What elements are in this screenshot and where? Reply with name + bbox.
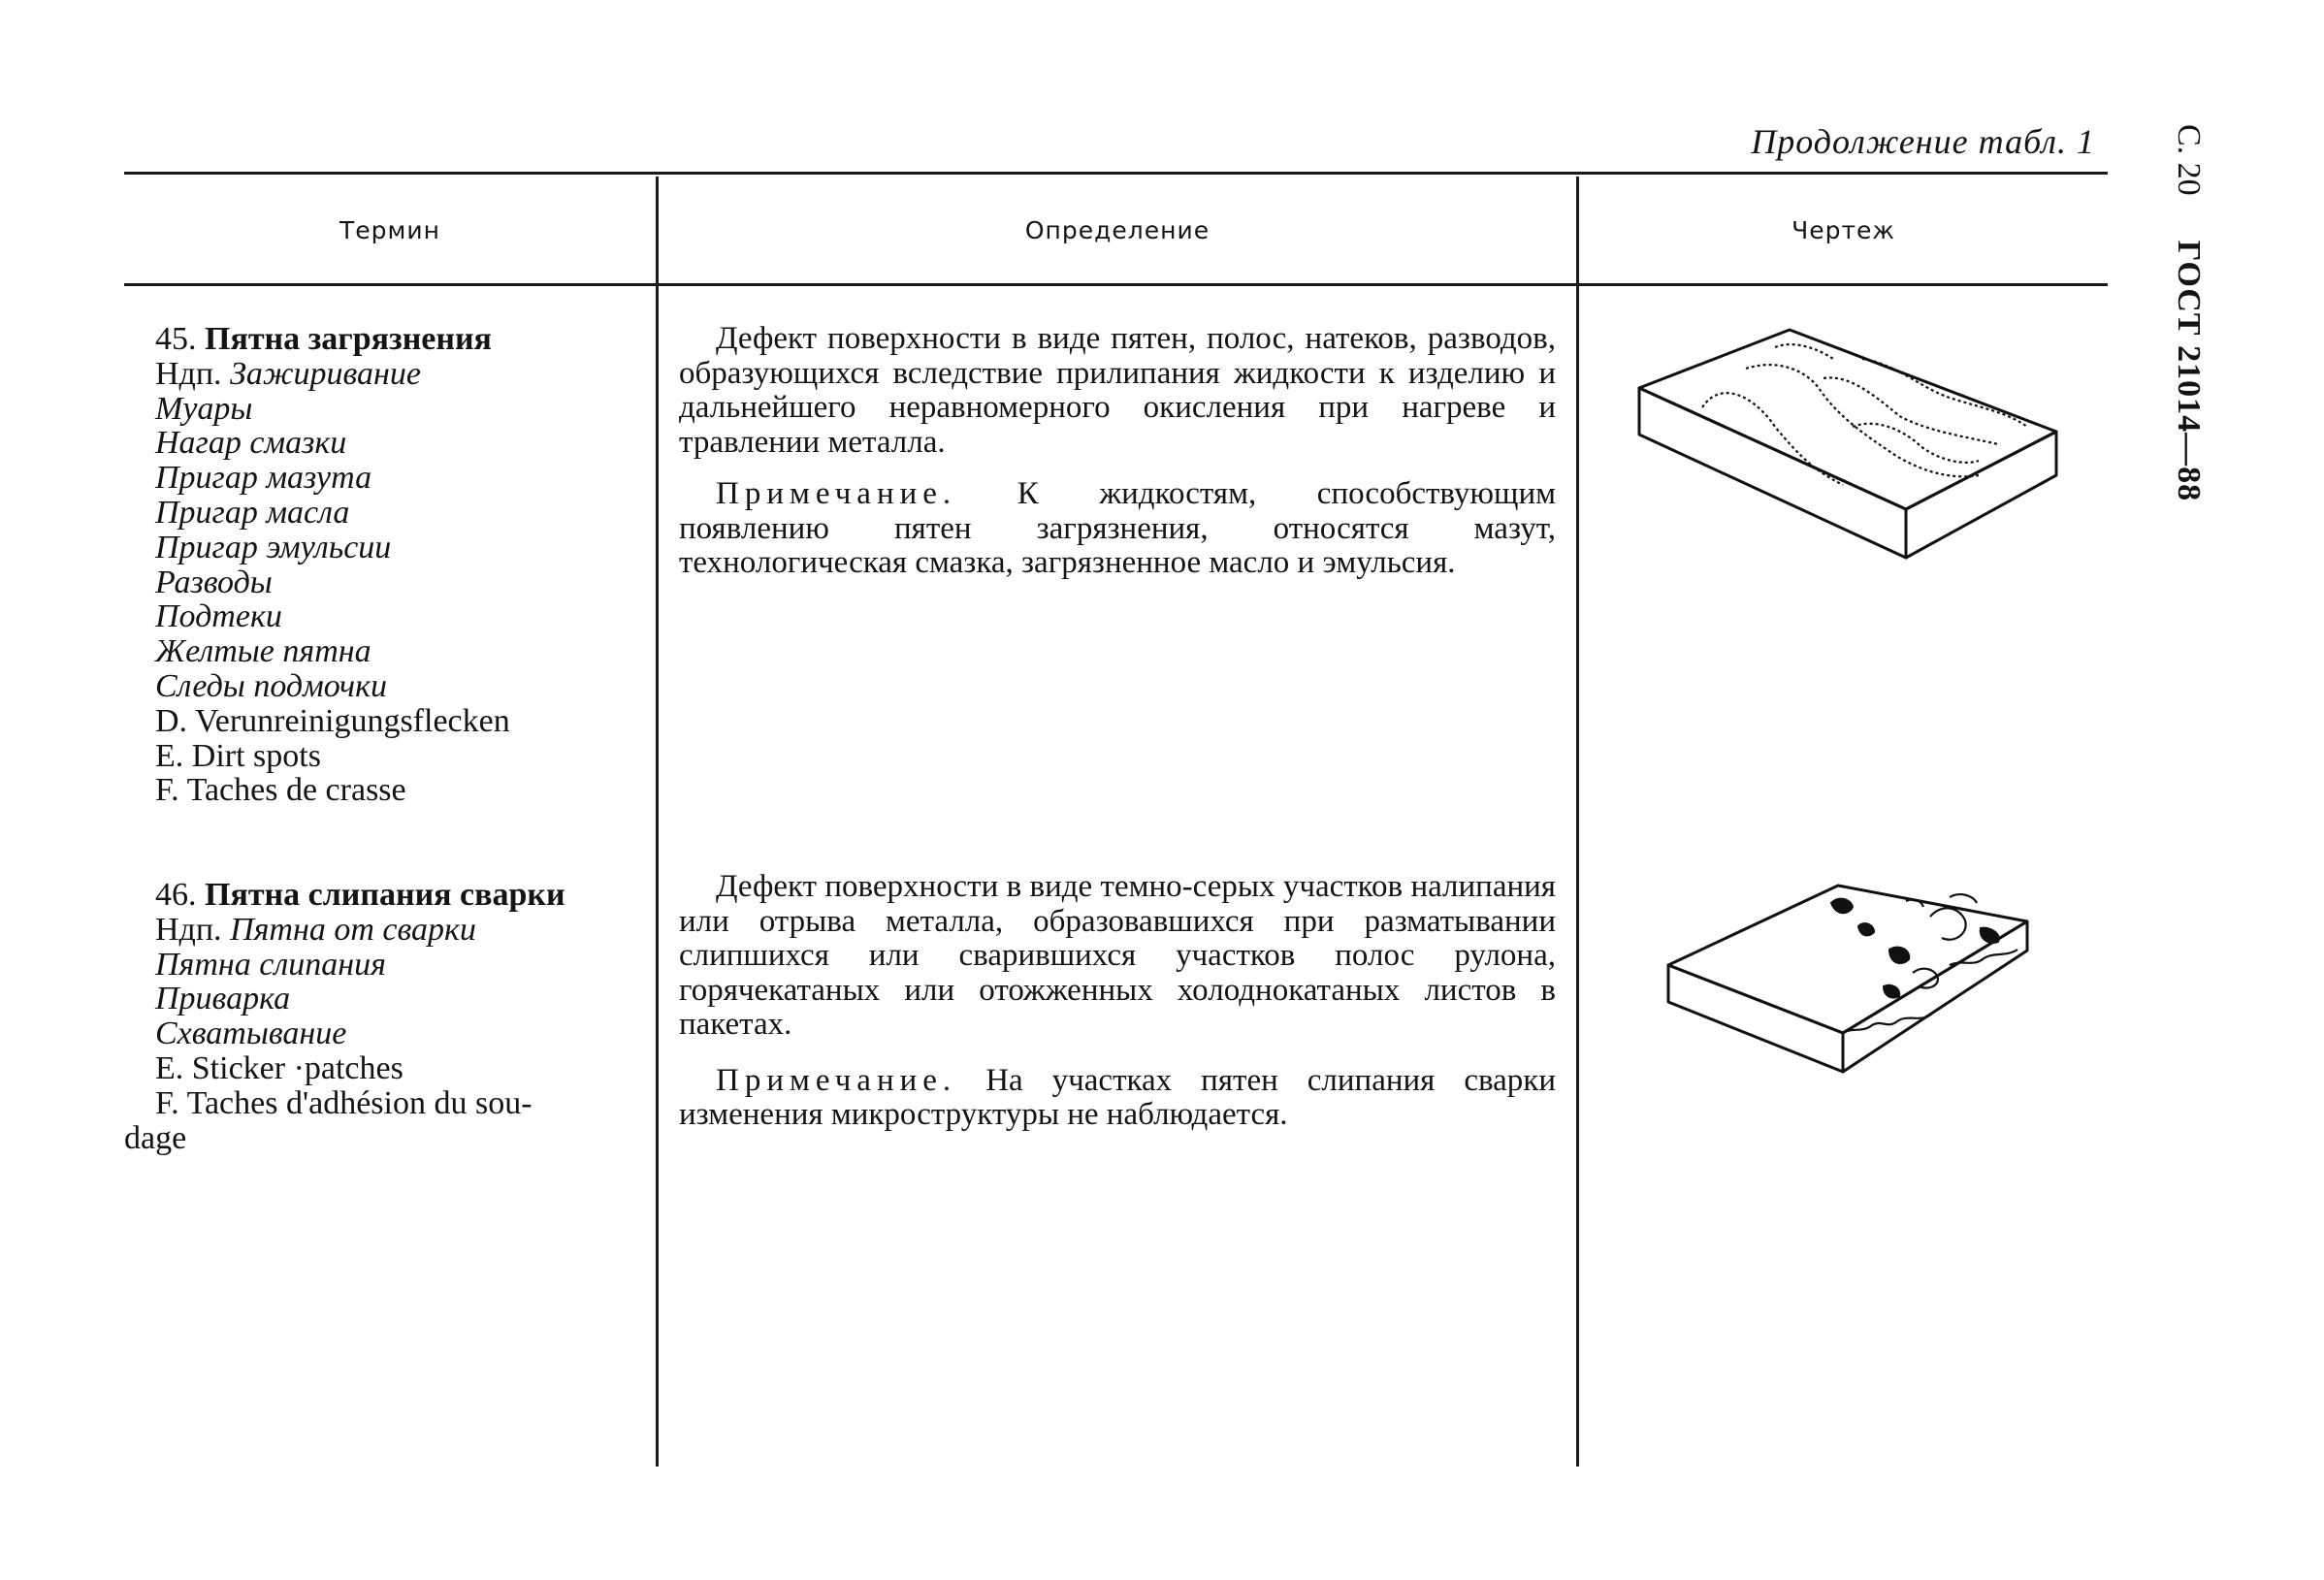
patch-mark [1884,985,1899,998]
stain-outline [1775,344,1833,359]
patch-mark [1858,923,1874,935]
ndp-term: Пятна от сварки [230,911,476,948]
stain-outline [1853,424,1979,463]
foreign-term-en: E. Sticker ·patches [155,1049,403,1086]
patch-mark [1831,899,1853,914]
ndp-term: Пригар мазута [155,460,372,497]
ndp-term: Разводы [155,564,273,600]
patch-outline [1930,908,1966,939]
standard-code: ГОСТ 21014—88 [2171,240,2207,502]
ndp-term: Пригар эмульсии [155,529,392,565]
ndp-term: Муары [155,390,253,427]
definition-46 [679,870,1556,1133]
definition-text: Дефект поверхности в виде темно-серых участков налипания или отрыва металла, образовавшихся при разматывании слипшихся или сварившихся участков полос рулона, горячекатаных или отожженных холоднокатаных листов в пакетах. [679,869,1556,1042]
page-header-vertical [2116,124,2233,580]
stain-outline [1824,377,1998,444]
column-divider-2 [1576,177,1579,1467]
ndp-term: Подтеки [155,598,282,635]
foreign-term-de: D. Verunreinigungsflecken [155,702,510,739]
term-number: 46. [155,877,197,913]
ndp-term: Нагар смазки [155,425,347,462]
definition-note [679,477,1556,581]
table-top-rule [124,172,2108,175]
foreign-term-fr: F. Taches de crasse [155,772,406,809]
column-divider-1 [656,177,659,1467]
plate-side-face [1843,921,2027,1072]
plate-front-face [1639,388,1906,558]
patch-outline [1950,894,1977,903]
ndp-term: Пятна слипания [155,946,386,983]
column-header-term: Термин [339,216,440,244]
table-continuation-caption: Продолжение табл. 1 [1751,122,2095,161]
ndp-term: Следы подмочки [155,667,388,704]
stain-outline [1862,359,2027,427]
patch-mark [1889,948,1909,963]
term-entry-45 [155,322,510,808]
definition-text: Дефект поверхности в виде пятен, полос, натеков, разводов, образующихся вследствие прилипания жидкости к изделию и дальнейшего неравномерного окисления при нагреве и травлении металла. [679,321,1556,460]
term-number: 45. [155,321,197,357]
patch-mark [1981,928,1999,943]
ndp-term: Зажиривание [230,355,422,392]
note-text: К жидкостям, способствующим появлению пятен загрязнения, относятся мазут, технологическая смазка, загрязненное масло и эмульсия. [679,476,1556,580]
ndp-term: Приварка [155,981,291,1017]
ndp-term: Пригар масла [155,494,350,531]
ndp-term: Схватывание [155,1016,347,1052]
definition-note [679,1064,1556,1133]
ndp-prefix: Ндп. [155,911,222,948]
stained-plate-drawing [1630,320,2066,572]
definition-45 [679,322,1556,581]
term-entry-46 [124,877,565,1156]
foreign-term-fr: F. Taches d'adhésion du sou- [155,1084,533,1121]
foreign-term-en: E. Dirt spots [155,737,321,774]
ndp-prefix: Ндп. [155,355,222,392]
column-header-definition: Определение [1024,216,1210,244]
column-header-drawing: Чертеж [1791,216,1895,244]
stain-outline [1746,365,1979,476]
term-title: Пятна загрязнения [205,321,492,357]
term-title: Пятна слипания сварки [205,877,565,913]
note-label: Примечание. [716,476,957,511]
page-number: С. 20 [2171,124,2207,196]
note-text: На участках пятен слипания сварки изменения микроструктуры не наблюдается. [679,1062,1556,1132]
note-label: Примечание. [716,1062,957,1098]
table-header-rule [124,283,2108,286]
sticker-patch-plate-drawing [1659,878,2047,1081]
plate-front-face [1668,965,1843,1072]
ndp-term: Желтые пятна [155,633,371,670]
foreign-term-fr-cont: dage [124,1119,187,1156]
